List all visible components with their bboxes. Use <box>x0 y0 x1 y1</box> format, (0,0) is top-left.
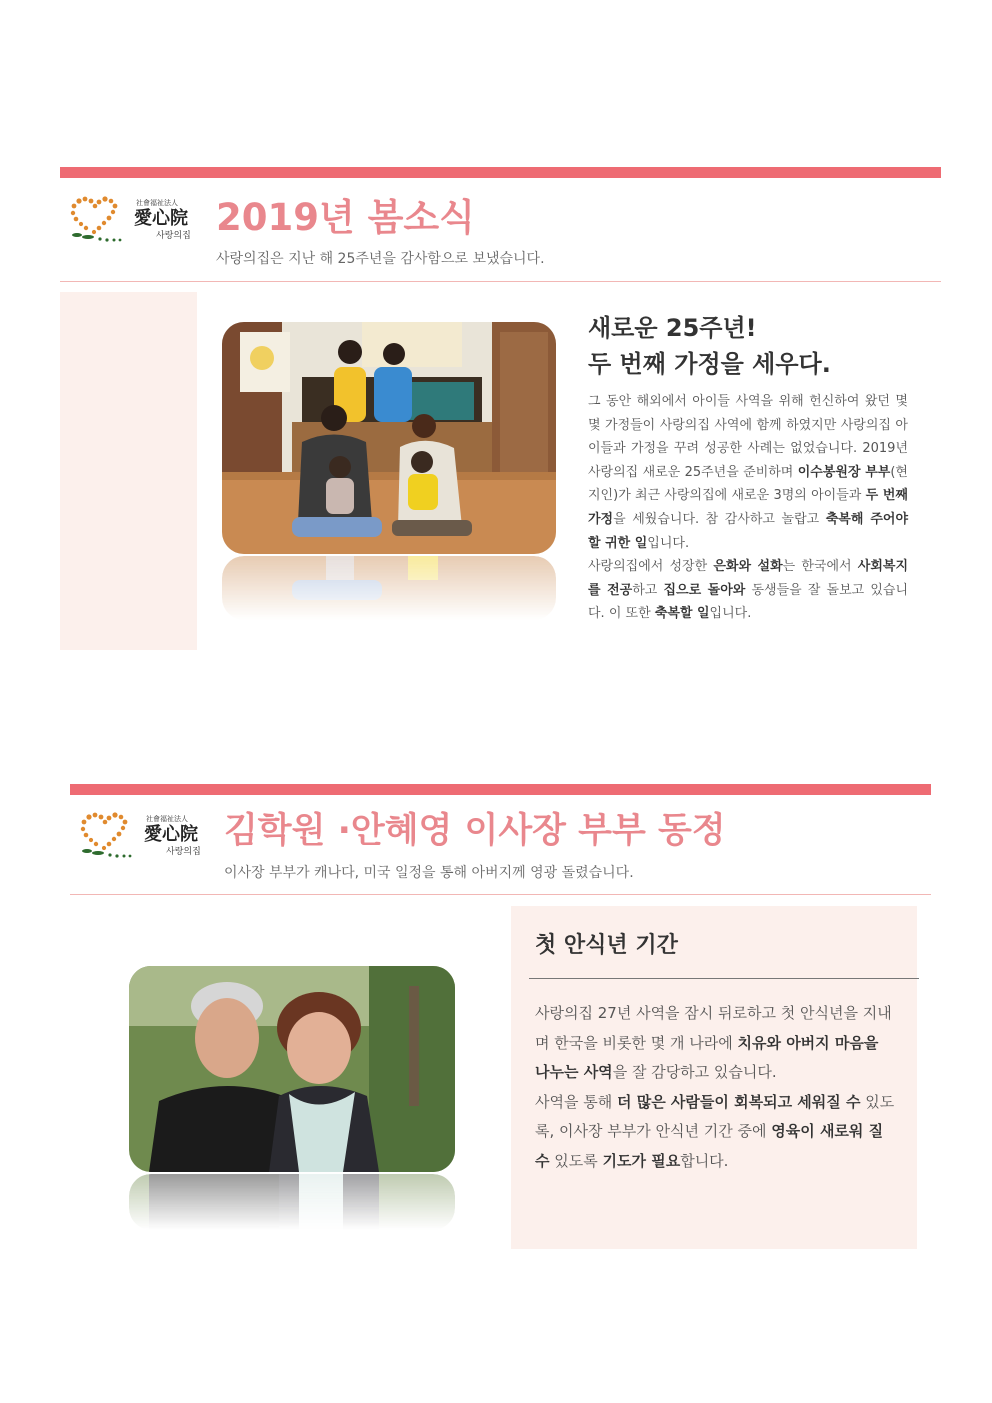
emphasis-text: 치유와 아버지 마음을 나누는 사역 <box>535 1033 879 1081</box>
emphasis-text: 은화와 설화 <box>713 559 783 575</box>
emphasis-text: 집으로 돌아와 <box>663 582 746 598</box>
emphasis-text: 더 많은 사람들이 회복되고 세워질 수 <box>617 1092 861 1111</box>
section1-divider <box>60 281 941 282</box>
section1-heading-line1: 새로운 25주년! <box>588 314 757 342</box>
section1-paragraph-2 <box>588 555 908 626</box>
body-text: 사랑의집 27년 사역을 잠시 뒤로하고 첫 안식년을 지내며 한국을 비롯한 몇 개 나라에 <box>535 1004 892 1052</box>
emphasis-text: 축복할 일 <box>654 606 710 622</box>
logo-org-hanja: 社會福祉法人 <box>146 815 188 823</box>
emphasis-text: 사회복지를 전공 <box>588 559 908 598</box>
body-text: 사랑의집에서 성장한 <box>588 559 714 575</box>
section1-heading-line2: 두 번째 가정을 세우다. <box>588 350 831 378</box>
body-text: 입니다. <box>709 606 752 622</box>
body-text: 사역을 통해 <box>535 1092 617 1111</box>
body-text: 는 한국에서 <box>782 559 858 575</box>
couple-photo <box>129 966 455 1172</box>
section2-subtitle: 이사장 부부가 캐나다, 미국 일정을 통해 아버지께 영광 돌렸습니다. <box>224 865 634 881</box>
logo-name-korean: 사랑의집 <box>156 231 191 241</box>
family-photo-reflection <box>222 556 556 620</box>
body-text: 있도록 <box>549 1151 603 1170</box>
emphasis-text: 두 번째 가정 <box>588 488 908 527</box>
body-text: 을 세웠습니다. 참 감사하고 놀랍고 <box>613 511 826 527</box>
section2-top-bar <box>70 784 931 795</box>
body-text: 있도록, 이사장 부부가 안식년 기간 중에 <box>535 1092 895 1140</box>
body-text: 합니다. <box>680 1151 729 1170</box>
section1-subtitle: 사랑의집은 지난 해 25주년을 감사함으로 보냈습니다. <box>216 251 545 267</box>
logo-name-hanja: 愛心院 <box>144 824 198 845</box>
logo-org-hanja: 社會福祉法人 <box>136 199 178 207</box>
section2-heading: 첫 안식년 기간 <box>535 933 678 958</box>
body-text: (현지인)가 최근 사랑의집에 새로운 3명의 아이들과 <box>588 464 908 504</box>
body-text: 입니다. <box>647 535 690 551</box>
section2-logo <box>74 806 208 872</box>
emphasis-text: 기도가 필요 <box>602 1151 681 1170</box>
section1-top-bar <box>60 167 941 178</box>
section2-divider <box>70 894 931 895</box>
section1-title: 2019년 봄소식 <box>216 196 475 239</box>
emphasis-text: 축복해 주어야 할 귀한 일 <box>588 511 909 551</box>
body-text: 동생들을 잘 돌보고 있습니다. 이 또한 <box>588 582 908 622</box>
section1-body <box>588 390 908 626</box>
family-photo <box>222 322 556 554</box>
body-text: 그 동안 해외에서 아이들 사역을 위해 헌신하여 왔던 몇 몇 가정들이 사랑의집 사역에 함께 하였지만 사랑의집 아이들과 가정을 꾸려 성공한 사례는 없었습니다. 2019년 사랑의집 새로운 25주년을 준비하며 <box>588 394 908 480</box>
emphasis-text: 이수봉원장 부부 <box>797 464 891 480</box>
section2-paragraph-2 <box>535 1088 897 1177</box>
logo-name-korean: 사랑의집 <box>166 847 201 857</box>
emphasis-text: 영육이 새로워 질 수 <box>535 1122 884 1170</box>
section1-logo <box>64 190 198 256</box>
body-text: 을 잘 감당하고 있습니다. <box>612 1063 777 1081</box>
heart-logo-icon <box>64 190 198 256</box>
heart-logo-icon <box>74 806 208 872</box>
section1-side-block <box>60 292 197 650</box>
logo-name-hanja: 愛心院 <box>134 208 188 229</box>
couple-photo-reflection <box>129 1174 455 1230</box>
section2-paragraph-1 <box>535 999 897 1088</box>
section2-title: 김학원 ·안혜영 이사장 부부 동정 <box>224 811 726 851</box>
section2-heading-rule <box>529 978 919 979</box>
body-text: 하고 <box>632 582 664 598</box>
section2-body <box>535 999 897 1176</box>
section1-paragraph-1 <box>588 390 908 555</box>
